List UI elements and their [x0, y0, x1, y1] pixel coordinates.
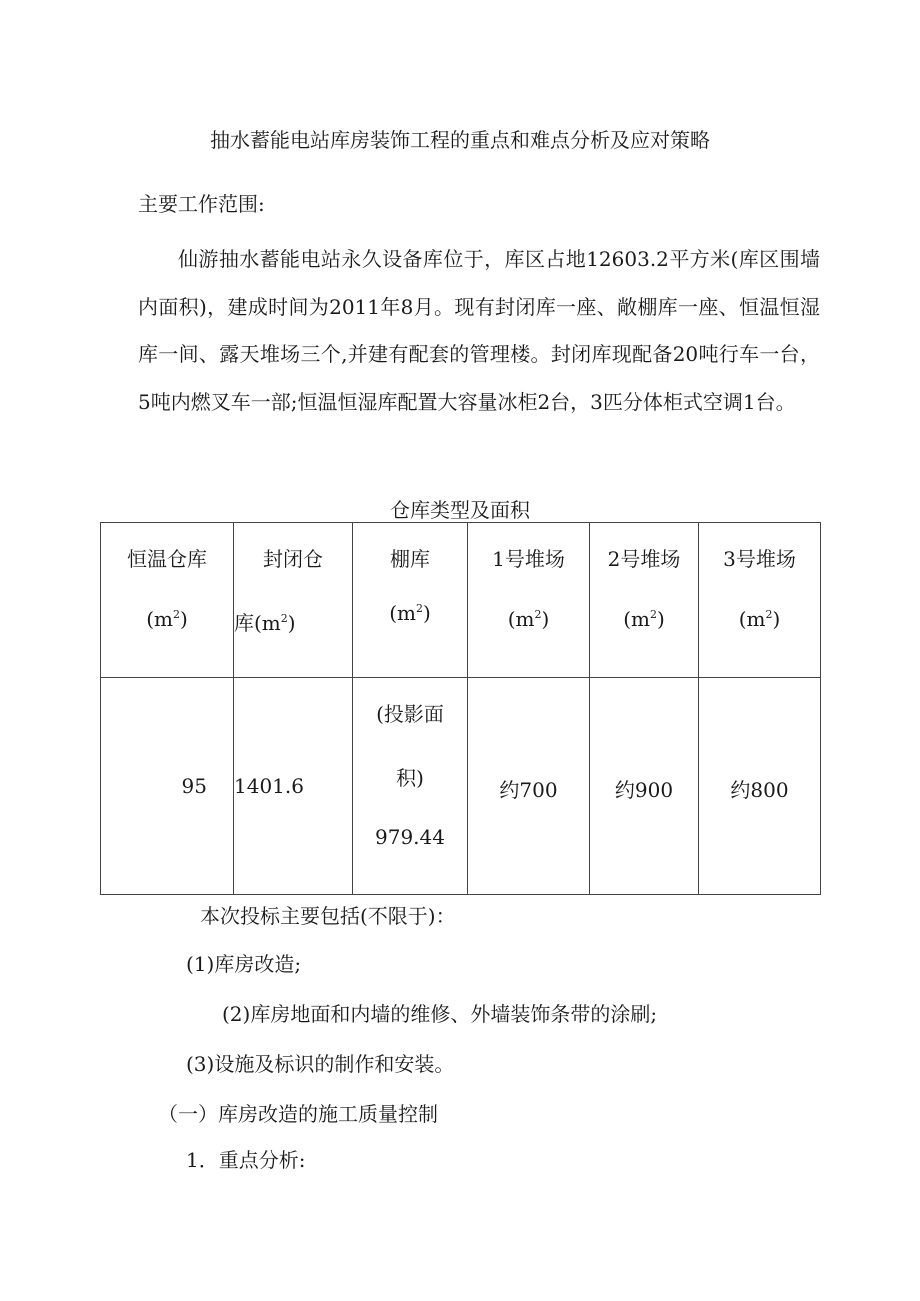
header-yard-2: 2号堆场: [607, 547, 681, 571]
header-cell-shed: [353, 523, 468, 678]
header-yard-3: 3号堆场: [723, 547, 796, 571]
value-yard-1: 约700: [499, 778, 558, 802]
unit-label: $(m^2)$: [389, 601, 431, 625]
shed-note-line2: 积): [396, 766, 424, 790]
unit-label: $(m^2)$: [623, 607, 665, 631]
value-constant-temp: 95: [181, 774, 207, 798]
unit-label: $(m^2)$: [507, 607, 550, 631]
table-caption: 仓库类型及面积: [390, 498, 530, 522]
cell-constant-temp: [101, 678, 234, 895]
header-cell-constant-temp: [101, 523, 234, 678]
cell-yard-2: [590, 678, 699, 895]
list-item-3: (3)设施及标识的制作和安装。: [186, 1052, 455, 1076]
subsection-heading-1: 1．重点分析:: [186, 1148, 306, 1172]
header-yard-1: 1号堆场: [492, 547, 565, 571]
cell-shed: [353, 678, 468, 895]
value-shed: 979.44: [375, 825, 445, 849]
bid-scope-text: 本次投标主要包括(不限于)：: [200, 904, 456, 928]
unit-label: $(m^2)$: [146, 607, 188, 631]
list-item-2: (2)库房地面和内墙的维修、外墙装饰条带的涂刷;: [222, 1002, 658, 1026]
cell-yard-3: [699, 678, 821, 895]
header-cell-yard-1: [468, 523, 590, 678]
header-shed: 棚库: [390, 547, 430, 571]
document-title: 抽水蓄能电站库房装饰工程的重点和难点分析及应对策略: [210, 128, 710, 152]
header-closed: 封闭仓: [263, 547, 323, 571]
value-yard-3: 约800: [730, 778, 789, 802]
header-constant-temp: 恒温仓库: [127, 547, 207, 571]
intro-paragraph: 仙游抽水蓄能电站永久设备库位于，库区占地12603.2平方米(库区围墙内面积)，建成时间为2011年8月。现有封闭库一座、敞棚库一座、恒温恒湿库一间、露天堆场三个,并建有配套的管理楼。封闭库现配备20吨行车一台，5吨内燃叉车一部;恒温恒湿库配置大容量冰柜2台，3匹分体柜式空调1台。: [138, 247, 820, 414]
shed-note-line1: (投影面: [376, 702, 444, 726]
header-cell-yard-2: [590, 523, 699, 678]
list-item-1: (1)库房改造;: [186, 952, 302, 976]
header-cell-yard-3: [699, 523, 821, 678]
unit-label: $(m^2)$: [738, 607, 781, 631]
value-closed: 1401.6: [234, 774, 304, 798]
header-closed-unit: 库$(m^2)$: [234, 611, 296, 635]
value-yard-2: 约900: [614, 778, 674, 802]
warehouse-area-table: [100, 522, 821, 895]
header-cell-closed: [234, 523, 353, 678]
scope-heading: 主要工作范围:: [138, 192, 265, 216]
section-heading-1: （一）库房改造的施工质量控制: [158, 1102, 438, 1126]
cell-closed: [234, 678, 353, 895]
cell-yard-1: [468, 678, 590, 895]
table-header-row: [101, 523, 821, 678]
table-data-row: [101, 678, 821, 895]
